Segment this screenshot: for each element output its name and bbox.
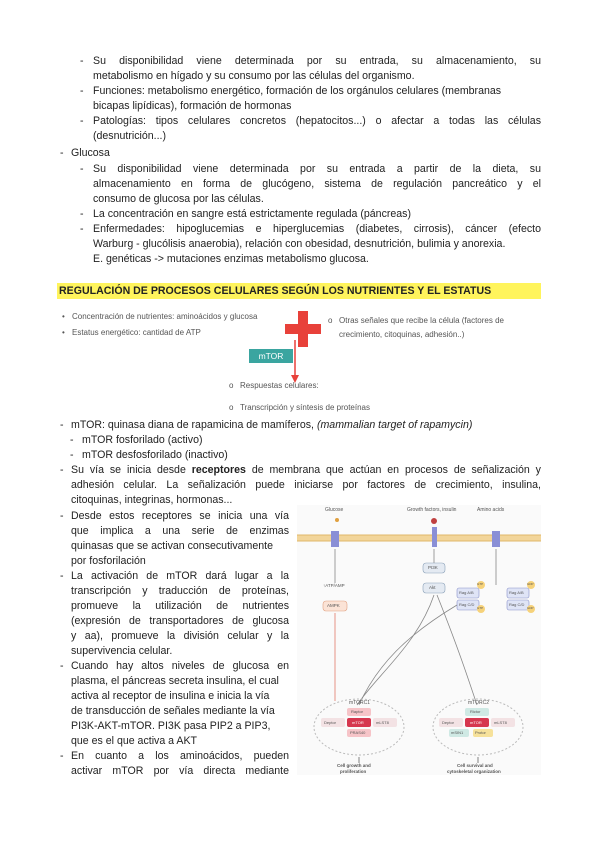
text-line: activar mTOR por vía directa mediante [71, 765, 289, 777]
text-line: mTOR desfosforilado (inactivo) [82, 449, 228, 461]
text-line: Cuando hay altos niveles de glucosa en [71, 660, 289, 672]
diagram-right-2: crecimiento, citoquinas, adhesión..) [339, 330, 465, 339]
text-line: En cuanto a los aminoácidos, pueden [71, 750, 289, 762]
glucosa-title: Glucosa [71, 147, 110, 159]
bullet-dash: - [80, 223, 84, 235]
rictor-label: Rictor [470, 709, 481, 714]
diagram-right-1: Otras señales que recibe la célula (factores de [339, 316, 504, 325]
out1b-label: proliferation [340, 769, 367, 774]
deptor-label-1: Deptor [324, 720, 337, 725]
receptores-bold: receptores [191, 464, 246, 476]
bullet-dash: - [70, 449, 74, 461]
text-line: activa al receptor de insulina e inicia la vía [71, 690, 270, 702]
amino-acids-label: Amino acids [477, 507, 505, 513]
text-line: Patologías: tipos celulares concretos (hepatocitos...) o afectar a todas las células [93, 115, 541, 127]
text-line: consumo de glucosa por las células. [93, 193, 264, 205]
text-line: Warburg - glucólisis anaerobia), relación con obesidad, desnutrición, bulimia y anorexia. [93, 238, 506, 250]
rag-cd-label-2: Rag C/D [509, 602, 525, 607]
msin1-label: mSIN1 [451, 730, 464, 735]
text-line: La activación de mTOR dará lugar a la [71, 570, 289, 582]
bullet-dash: - [60, 464, 64, 476]
rag-ab-label: Rag A/B [459, 590, 474, 595]
mtor-box-label: mTOR [258, 351, 284, 361]
text-line: por fosforilación [71, 555, 146, 567]
text-line: citoquinas, integrinas, hormonas... [71, 494, 233, 506]
text-line: almacenamiento en forma de glucógeno, sistema de regulación pancreático y el [93, 178, 541, 190]
bullet-dash: - [80, 163, 84, 175]
rag-ab-label-2: Rag A/B [509, 590, 524, 595]
section-heading: REGULACIÓN DE PROCESOS CELULARES SEGÚN LOS NUTRIENTES Y EL ESTATUS [59, 285, 492, 297]
bullet-dash: - [60, 660, 64, 672]
diagram-bullet: o [328, 316, 333, 325]
text-line: y aa), promueve la división celular y la [71, 630, 289, 642]
bullet-dash: - [80, 85, 84, 97]
rag-cd-label: Rag C/D [459, 602, 475, 607]
gtp-label: GTP [477, 582, 484, 586]
text-line: promueve la utilización de nutrientes [71, 600, 289, 612]
mtor-label-1: mTOR [352, 720, 364, 725]
mlst8-label-1: mLST8 [376, 720, 389, 725]
bullet-dash: - [70, 434, 74, 446]
growth-factors-label: Growth factors, insulin [407, 507, 457, 513]
text-line: que es el que activa a AKT [71, 735, 198, 747]
mtor-intro-text: mTOR: quinasa diana de rapamicina de mamíferos, [71, 419, 314, 431]
protor-label: Protor [475, 730, 486, 735]
bullet-dash: - [60, 510, 64, 522]
mtorc2-label: mTORC2 [468, 700, 490, 706]
mtor-pathway-figure [297, 505, 541, 775]
text-line: (expresión de transportadores de glucosa [71, 615, 289, 627]
text-line: supervivencia celular. [71, 645, 173, 657]
text-line: La concentración en sangre está estrictamente regulada (páncreas) [93, 208, 411, 220]
deptor-label-2: Deptor [442, 720, 455, 725]
text-line: que implica a una serie de enzimas [71, 525, 289, 537]
pathway-svg [297, 505, 541, 775]
text-line: Su disponibilidad viene determinada por su entrada a partir de la dieta, su [93, 163, 541, 175]
text-line: bicapas lipídicas), formación de hormonas [93, 100, 292, 112]
text-line: (desnutrición...) [93, 130, 167, 142]
ampk-label: AMPK [327, 603, 340, 608]
text-line: E. genéticas -> mutaciones enzimas metabolismo glucosa. [93, 253, 369, 265]
diagram-out-1: Respuestas celulares: [240, 381, 319, 390]
bullet-dash: - [60, 570, 64, 582]
gdp-label: GDP [527, 582, 534, 586]
out2a-label: Cell survival and [457, 763, 493, 768]
mtor-intro-italic: (mammalian target of rapamycin) [316, 419, 473, 431]
mtor-box [249, 349, 293, 363]
text-line: metabolismo en hígado y su consumo por las células del organismo. [93, 70, 415, 82]
text-line: de transducción de señales mediante la vía [71, 705, 275, 717]
mtor-label-2: mTOR [470, 720, 482, 725]
diagram-bullet: • [62, 312, 65, 321]
diagram-left-1: Concentración de nutrientes: aminoácidos y glucosa [72, 312, 258, 321]
mlst8-label-2: mLST8 [494, 720, 507, 725]
text-line: adhesión celular. La señalización puede iniciarse por factores de crecimiento, insulina, [71, 479, 541, 491]
diagram-bullet: o [229, 403, 234, 412]
diagram-left-2: Estatus energético: cantidad de ATP [72, 328, 201, 337]
mtorc1-label: mTORC1 [349, 700, 371, 706]
akt-label: Akt [429, 585, 436, 590]
bullet-dash: - [80, 55, 84, 67]
text-line: Funciones: metabolismo energético, formación de los orgánulos celulares (membranas [93, 85, 502, 97]
bullet-dash: - [60, 147, 64, 159]
text-segment: Su vía se inicia desde [71, 464, 186, 476]
bullet-dash: - [60, 419, 64, 431]
text-line: plasma, el páncreas secreta insulina, el cual [71, 675, 279, 687]
raptor-label: Raptor [351, 709, 364, 714]
gdp-label-2: GDP [527, 606, 534, 610]
text-line: mTOR fosforilado (activo) [82, 434, 203, 446]
out2b-label: cytoskeletal organization [447, 769, 501, 774]
diagram-bullet: • [62, 328, 65, 337]
text-line: transcripción y traducción de proteínas, [71, 585, 289, 597]
out1a-label: Cell growth and [337, 763, 371, 768]
atp-amp-label: ↑ATP/AMP [323, 583, 345, 588]
mtor-intro [71, 418, 472, 433]
text-line: quinasas que se activan consecutivamente [71, 540, 273, 552]
via-line-1 [71, 463, 541, 478]
glucose-label: Glucose [325, 507, 344, 513]
text-line: Enfermedades: hipoglucemias e hiperglucemias (diabetes, cirrosis), cáncer (efecto [93, 223, 541, 235]
gtp-label-2: GTP [477, 606, 484, 610]
bullet-dash: - [80, 115, 84, 127]
bullet-dash: - [80, 208, 84, 220]
text-line: PI3K-AKT-mTOR. PI3K pasa PIP2 a PIP3, [71, 720, 271, 732]
diagram-bullet: o [229, 381, 234, 390]
bullet-dash: - [60, 750, 64, 762]
text-segment: de membrana que actúan en procesos de señalización y [251, 464, 541, 476]
section-heading-highlight [57, 283, 541, 299]
pi3k-label: PI3K [428, 565, 438, 570]
text-line: Su disponibilidad viene determinada por su entrada, su almacenamiento, su [93, 55, 541, 67]
pras40-label: PRAS40 [350, 730, 366, 735]
down-arrow-icon [290, 340, 300, 384]
diagram-out-2: Transcripción y síntesis de proteínas [240, 403, 370, 412]
text-line: Desde estos receptores se inicia una vía [71, 510, 289, 522]
